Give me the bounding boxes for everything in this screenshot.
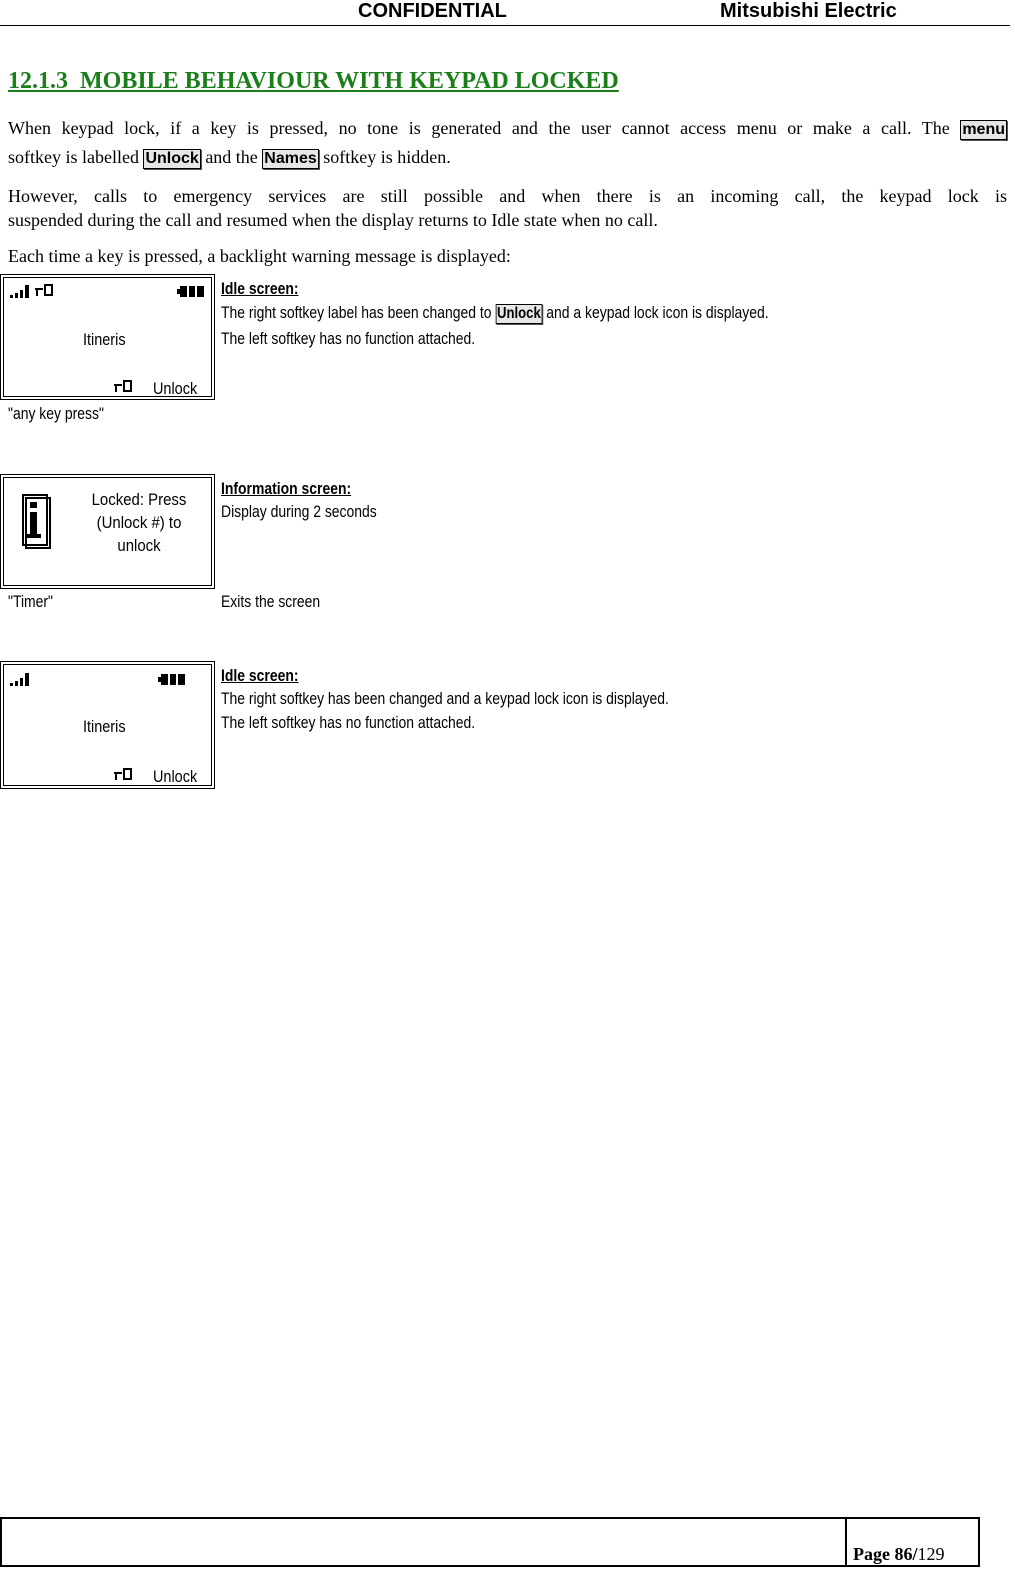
text-run: softkey is hidden. — [323, 147, 451, 167]
text-run: softkey is labelled — [8, 147, 139, 167]
description-title: Idle screen: — [221, 279, 299, 298]
text-run: The right softkey label has been changed to — [221, 303, 492, 322]
softkey-unlock-label: Unlock — [496, 305, 541, 322]
softkey-menu-label: menu — [962, 121, 1005, 138]
paragraph-backlight: Each time a key is pressed, a backlight warning message is displayed: — [8, 246, 511, 266]
paragraph-emergency-line1: However, calls to emergency services are still possible and when there is an incoming call, the keypad lock is — [8, 186, 1007, 206]
page-number — [853, 1544, 945, 1565]
screen-border — [3, 664, 212, 786]
screen-border — [3, 277, 212, 397]
text-run: and the — [205, 147, 258, 167]
description-title: Idle screen: — [221, 666, 299, 685]
description-idle-1 — [221, 279, 769, 348]
section-title — [8, 68, 619, 95]
keypad-lock-icon — [114, 380, 136, 394]
event-label-timer: "Timer" — [8, 592, 54, 611]
company-name: Mitsubishi Electric — [720, 0, 897, 22]
description-line: The left softkey has no function attached. — [221, 713, 476, 732]
softkey-unlock-label: Unlock — [145, 150, 199, 167]
message-line: unlock — [117, 536, 161, 555]
information-icon — [22, 494, 52, 550]
battery-icon — [177, 285, 207, 299]
description-information — [221, 479, 380, 521]
phone-screen-idle-2 — [0, 661, 215, 789]
section-heading: MOBILE BEHAVIOUR WITH KEYPAD LOCKED — [80, 68, 619, 94]
screen-border — [3, 477, 212, 586]
paragraph-keypad-lock-line2 — [8, 145, 1007, 169]
description-line: The left softkey has no function attached. — [221, 329, 476, 348]
keypad-lock-icon — [35, 284, 57, 298]
message-line: (Unlock #) to — [96, 513, 182, 532]
confidential-label: CONFIDENTIAL — [358, 0, 507, 22]
locked-message — [64, 488, 214, 557]
page-total: 129 — [917, 1544, 945, 1564]
description-line: The right softkey has been changed and a keypad lock icon is displayed. — [221, 689, 669, 708]
signal-strength-icon — [10, 672, 40, 688]
paragraph-emergency-line2: suspended during the call and resumed when the display returns to Idle state when no call. — [8, 210, 658, 230]
description-idle-2 — [221, 666, 669, 732]
network-name: Itineris — [83, 717, 126, 736]
softkey-right-unlock: Unlock — [153, 379, 198, 398]
section-number: 12.1.3 — [8, 68, 68, 94]
description-title: Information screen: — [221, 479, 352, 498]
footer-divider — [845, 1517, 847, 1567]
page-label: Page 86/ — [853, 1544, 918, 1564]
network-name: Itineris — [83, 330, 126, 349]
softkey-right-unlock: Unlock — [153, 767, 198, 786]
event-label-any-key: "any key press" — [8, 404, 104, 423]
softkey-names-label: Names — [264, 150, 317, 167]
event-result: Exits the screen — [221, 592, 321, 611]
footer-box — [0, 1517, 980, 1567]
description-line — [221, 303, 769, 324]
phone-screen-information — [0, 474, 215, 589]
text-run: When keypad lock, if a key is pressed, no tone is generated and the user cannot access menu or make a call. The — [8, 118, 950, 138]
keypad-lock-icon — [114, 768, 136, 782]
header-divider — [0, 25, 1010, 26]
text-run: and a keypad lock icon is displayed. — [546, 303, 769, 322]
phone-screen-idle-1 — [0, 274, 215, 400]
paragraph-keypad-lock — [8, 116, 1007, 140]
message-line: Locked: Press — [91, 490, 187, 509]
battery-icon — [158, 673, 188, 687]
description-line: Display during 2 seconds — [221, 502, 377, 521]
